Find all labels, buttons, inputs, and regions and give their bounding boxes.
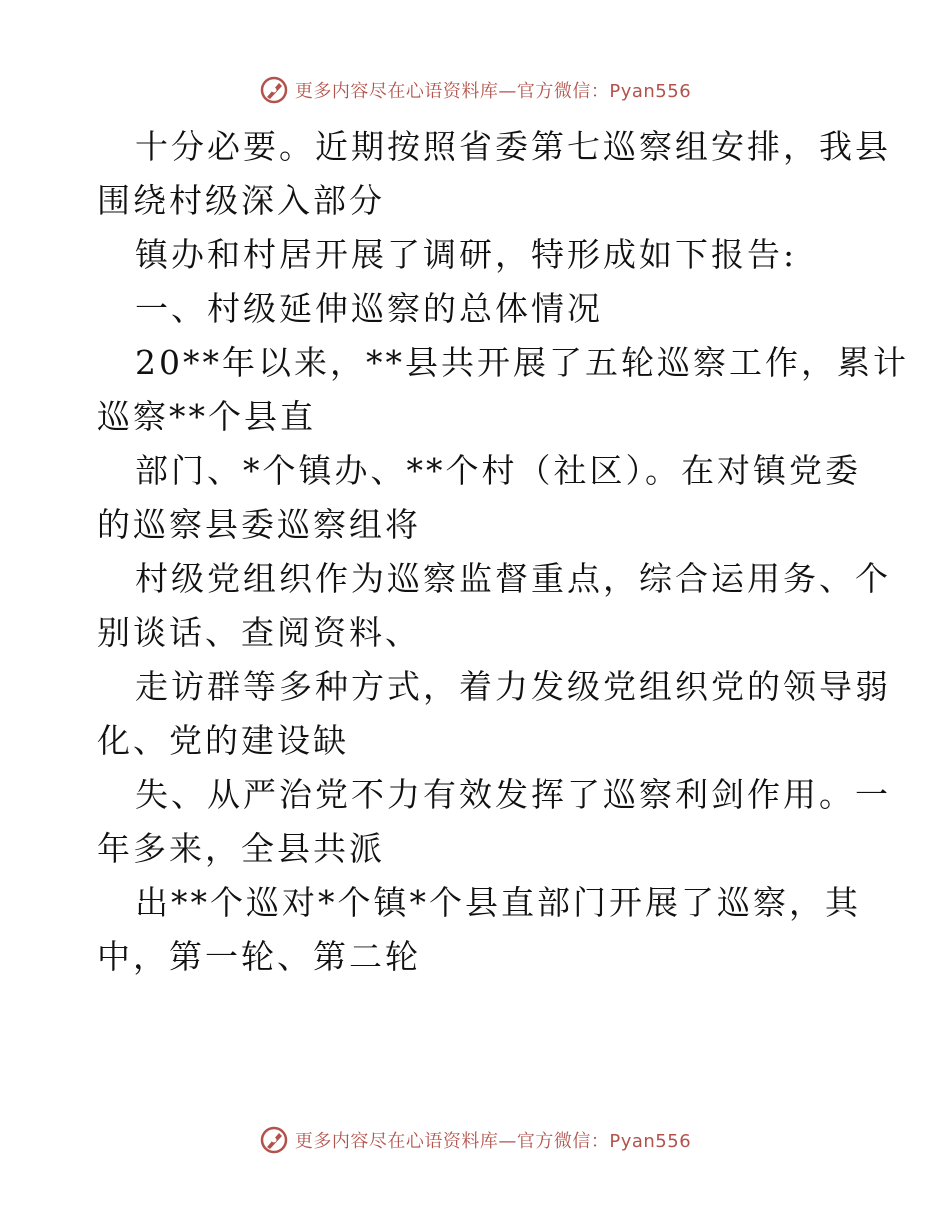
text-line: 十分必要。近期按照省委第七巡察组安排，我县	[135, 127, 891, 166]
watermark-text: 更多内容尽在心语资料库—官方微信：Pyan556	[294, 1131, 692, 1152]
text-line: 年多来，全县共派	[97, 829, 385, 868]
text-line: 出**个巡对*个镇*个县直部门开展了巡察，其	[135, 883, 861, 922]
text-line: 部门、*个镇办、**个村（社区）。在对镇党委	[135, 451, 861, 490]
text-line: 的巡察县委巡察组将	[97, 505, 421, 544]
text-line: 巡察**个县直	[97, 397, 316, 436]
text-line: 失、从严治党不力有效发挥了巡察利剑作用。一	[135, 775, 891, 814]
header-watermark	[0, 72, 950, 108]
footer-watermark	[0, 1122, 950, 1158]
text-line: 走访群等多种方式，着力发级党组织党的领导弱	[135, 667, 891, 706]
pen-logo-icon	[259, 75, 289, 105]
text-line: 村级党组织作为巡察监督重点，综合运用务、个	[135, 559, 891, 598]
section-heading: 一、村级延伸巡察的总体情况	[135, 289, 603, 328]
text-line: 中，第一轮、第二轮	[97, 937, 421, 976]
text-line: 镇办和村居开展了调研，特形成如下报告:	[135, 235, 798, 274]
text-line: 别谈话、查阅资料、	[97, 613, 421, 652]
document-body	[97, 120, 909, 984]
text-line: 围绕村级深入部分	[97, 181, 385, 220]
watermark-text: 更多内容尽在心语资料库—官方微信：Pyan556	[294, 81, 692, 102]
text-line: 化、党的建设缺	[97, 721, 349, 760]
pen-logo-icon	[259, 1125, 289, 1155]
text-line: 20**年以来，**县共开展了五轮巡察工作，累计	[135, 343, 909, 382]
